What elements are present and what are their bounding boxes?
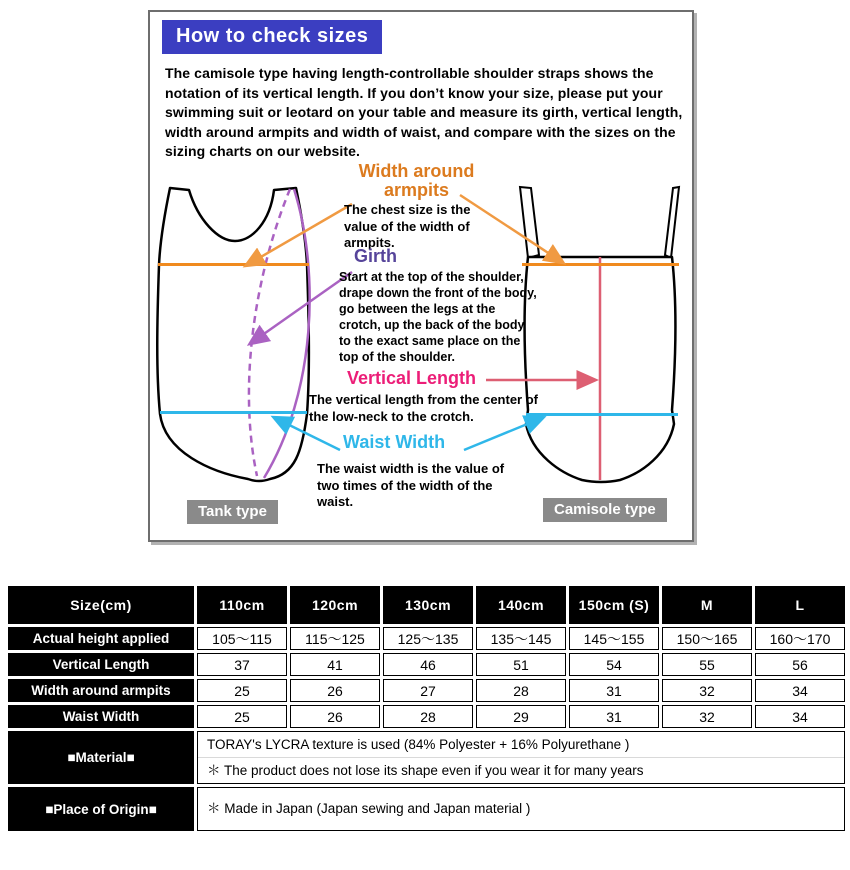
row-label: Width around armpits: [8, 679, 194, 702]
size-column-header: 110cm: [197, 586, 287, 624]
waist-width-description: The waist width is the value of two times of the width of the waist.: [317, 461, 505, 509]
intro-paragraph: The camisole type having length-controllable shoulder straps shows the notation of its vertical length. If you don’t know your size, please put your swimming suit or leotard on your table and measure its girth, vertical length, width around armpits and width of waist, and compare with the sizes on the sizing charts on our website.: [165, 65, 683, 159]
vertical-length-heading: Vertical Length: [347, 368, 477, 388]
armpits-heading: Width around armpits: [358, 161, 475, 200]
row-label: Waist Width: [8, 705, 194, 728]
value-cell: 115〜125: [290, 627, 380, 650]
value-cell: 56: [755, 653, 845, 676]
camisole-left-strap: [520, 187, 539, 258]
camisole-garment-drawing: [520, 187, 679, 482]
value-cell: 37: [197, 653, 287, 676]
value-cell: 54: [569, 653, 659, 676]
value-cell: 26: [290, 705, 380, 728]
value-cell: 31: [569, 705, 659, 728]
value-cell: 31: [569, 679, 659, 702]
value-cell: 125〜135: [383, 627, 473, 650]
origin-cell: [197, 787, 845, 831]
size-column-header: 130cm: [383, 586, 473, 624]
value-cell: 160〜170: [755, 627, 845, 650]
material-label: ■Material■: [8, 731, 194, 784]
size-guide-panel: [148, 10, 694, 542]
material-line-2: ＊ The product does not lose its shape even if you wear it for many years: [198, 757, 844, 783]
size-table: [5, 583, 848, 834]
table-row-waist: [8, 705, 845, 728]
value-cell: 28: [383, 705, 473, 728]
camisole-right-strap: [665, 187, 679, 258]
value-cell: 26: [290, 679, 380, 702]
value-cell: 150〜165: [662, 627, 752, 650]
size-header-cell: Size(cm): [8, 586, 194, 624]
row-label: Vertical Length: [8, 653, 194, 676]
camisole-type-label: Camisole type: [543, 498, 667, 522]
value-cell: 27: [383, 679, 473, 702]
value-cell: 135〜145: [476, 627, 566, 650]
value-cell: 32: [662, 705, 752, 728]
row-label: Actual height applied: [8, 627, 194, 650]
table-row-armpits: [8, 679, 845, 702]
girth-description: Start at the top of the shoulder, drape down the front of the body, go between the legs at the crotch, up the back of the body to the exact same place on the top of the shoulder.: [339, 270, 537, 364]
size-column-header: 120cm: [290, 586, 380, 624]
waist-width-heading: Waist Width: [343, 432, 446, 452]
value-cell: 34: [755, 679, 845, 702]
value-cell: 41: [290, 653, 380, 676]
value-cell: 32: [662, 679, 752, 702]
size-column-header: M: [662, 586, 752, 624]
value-cell: 34: [755, 705, 845, 728]
origin-label: ■Place of Origin■: [8, 787, 194, 831]
size-column-header: 150cm (S): [569, 586, 659, 624]
table-row-vertical-length: [8, 653, 845, 676]
tank-outline: [157, 188, 309, 481]
value-cell: 28: [476, 679, 566, 702]
table-row-height: [8, 627, 845, 650]
value-cell: 145〜155: [569, 627, 659, 650]
value-cell: 29: [476, 705, 566, 728]
value-cell: 105〜115: [197, 627, 287, 650]
page-title: How to check sizes: [162, 20, 382, 54]
size-column-header: 140cm: [476, 586, 566, 624]
size-table-header-row: [8, 586, 845, 624]
value-cell: 55: [662, 653, 752, 676]
table-row-origin: [8, 787, 845, 831]
table-row-material: [8, 731, 845, 784]
material-line-1: TORAY's LYCRA texture is used (84% Polyester + 16% Polyurethane ): [207, 737, 630, 752]
size-column-header: L: [755, 586, 845, 624]
armpits-description: The chest size is the value of the width of armpits.: [344, 202, 471, 250]
material-cell: [197, 731, 845, 784]
tank-type-label: Tank type: [187, 500, 278, 524]
vertical-length-description: The vertical length from the center of the low-neck to the crotch.: [309, 392, 538, 424]
value-cell: 25: [197, 705, 287, 728]
girth-heading: Girth: [354, 246, 397, 266]
value-cell: 46: [383, 653, 473, 676]
value-cell: 51: [476, 653, 566, 676]
tank-garment-drawing: [157, 188, 309, 481]
origin-line-1: ＊ Made in Japan (Japan sewing and Japan material ): [207, 801, 531, 816]
value-cell: 25: [197, 679, 287, 702]
